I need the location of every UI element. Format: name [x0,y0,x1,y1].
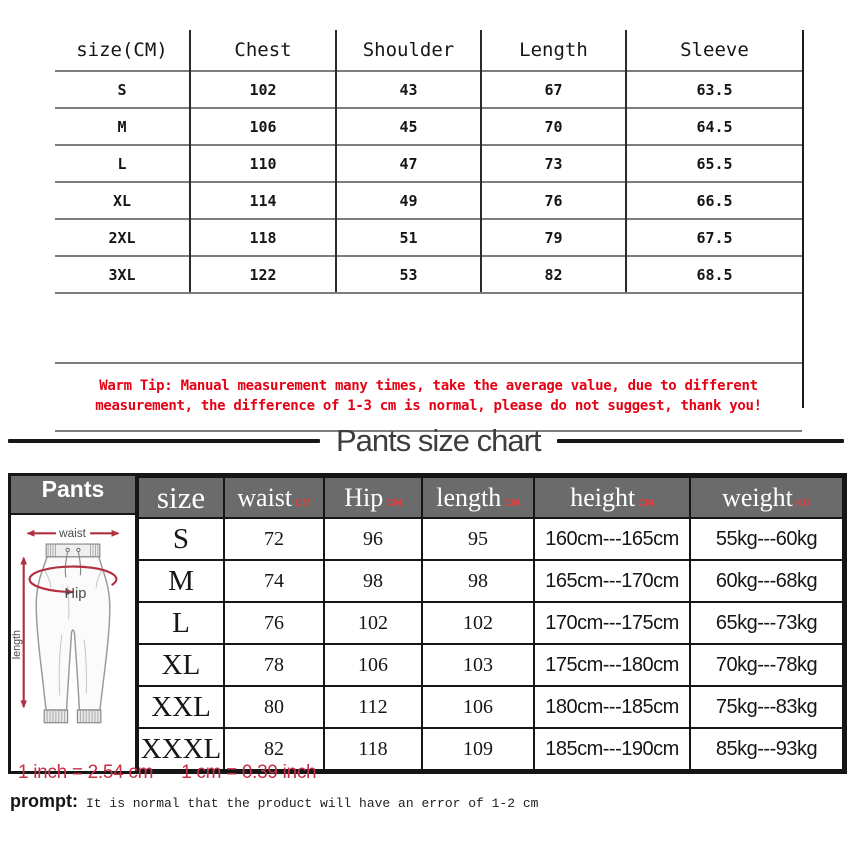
cell-waist: 76 [224,602,324,644]
table-row [55,256,802,293]
table-row [55,108,802,145]
waist-label: waist [59,527,86,541]
hip-label: Hip [64,585,87,602]
table-row [138,602,843,644]
unit-label: KG [795,497,811,509]
cell-size: S [138,518,224,560]
shirt-size-section [55,30,804,414]
unit-conversion-note [18,762,316,784]
pants-diagram-column [11,476,137,771]
prompt-label: prompt: [10,791,78,811]
cell-waist: 74 [224,560,324,602]
column-header-waist [224,477,324,518]
header-label: Hip [344,482,384,512]
column-header-size: size(CM) [76,39,168,61]
cell-height: 175cm---180cm [534,644,690,686]
cell-chest: 106 [190,108,336,145]
column-header-size [138,477,224,518]
title-rule-left [8,439,320,443]
cell-size: L [138,602,224,644]
cell-sleeve: 67.5 [626,219,802,256]
cell-hip: 98 [324,560,422,602]
cm-to-inch: 1 cm = 0.39 inch [181,762,317,783]
unit-label: CM [386,497,402,509]
prompt-text: It is normal that the product will have an error of 1-2 cm [85,796,539,811]
drawstring-eyelet [77,548,80,551]
pants-outline [36,557,110,710]
inch-to-cm: 1 inch = 2.54 cm [18,762,154,783]
table-row [55,182,802,219]
cell-length: 79 [481,219,626,256]
column-header-height [534,477,690,518]
cell-length: 76 [481,182,626,219]
pants-diagram [11,515,135,743]
header-label: waist [237,482,293,512]
cell-length: 98 [422,560,534,602]
cell-waist: 78 [224,644,324,686]
cell-length: 103 [422,644,534,686]
table-row [55,71,802,108]
cell-height: 180cm---185cm [534,686,690,728]
cell-sleeve: 64.5 [626,108,802,145]
cell-length: 109 [422,728,534,770]
pants-illustration [11,515,135,743]
title-rule-right [557,439,844,443]
cell-size: 3XL [55,256,190,293]
cell-shoulder: 53 [336,256,481,293]
cell-chest: 114 [190,182,336,219]
pants-corner-label: Pants [11,476,135,515]
cell-sleeve: 65.5 [626,145,802,182]
table-row [138,644,843,686]
cell-weight: 70kg---78kg [690,644,843,686]
table-header-row [138,477,843,518]
pants-size-table [137,476,844,771]
cell-chest: 118 [190,219,336,256]
cell-weight: 60kg---68kg [690,560,843,602]
cell-size: XXL [138,686,224,728]
cell-size: 2XL [55,219,190,256]
cell-chest: 110 [190,145,336,182]
cell-height: 165cm---170cm [534,560,690,602]
table-row [138,518,843,560]
column-header-shoulder: Shoulder [336,30,481,71]
cell-shoulder: 47 [336,145,481,182]
header-label: weight [722,482,793,512]
cell-hip: 118 [324,728,422,770]
page-title: Pants size chart [336,423,541,458]
column-header-hip [324,477,422,518]
header-label: height [570,482,636,512]
cell-weight: 75kg---83kg [690,686,843,728]
cell-size: L [55,145,190,182]
table-row [55,145,802,182]
pants-waistband [46,544,100,557]
table-row [55,219,802,256]
cell-length: 106 [422,686,534,728]
unit-label: CM [638,497,654,509]
cell-length: 73 [481,145,626,182]
cell-weight: 65kg---73kg [690,602,843,644]
cell-size: S [55,71,190,108]
header-label: size [156,479,206,515]
cell-hip: 106 [324,644,422,686]
column-header-length: Length [481,30,626,71]
cell-chest: 102 [190,71,336,108]
pants-size-section [8,473,847,774]
drawstring-eyelet [66,548,69,551]
length-label: length [11,629,23,660]
column-header-weight [690,477,843,518]
cell-weight: 55kg---60kg [690,518,843,560]
table-row [138,560,843,602]
table-header-row [55,30,802,71]
unit-label: CM [504,497,520,509]
prompt-note [10,791,538,812]
column-header-length [422,477,534,518]
cell-chest: 122 [190,256,336,293]
cell-sleeve: 68.5 [626,256,802,293]
cell-waist: 82 [224,728,324,770]
cell-length: 102 [422,602,534,644]
pants-title-row [8,422,844,460]
shirt-size-table [55,30,802,294]
cell-sleeve: 63.5 [626,71,802,108]
table-row [138,686,843,728]
cell-hip: 102 [324,602,422,644]
column-header-sleeve: Sleeve [626,30,802,71]
cell-length: 95 [422,518,534,560]
cell-size: XL [55,182,190,219]
cell-size: XXXL [138,728,224,770]
cell-size: M [138,560,224,602]
cell-height: 160cm---165cm [534,518,690,560]
cell-length: 67 [481,71,626,108]
cell-hip: 96 [324,518,422,560]
unit-label: CM [295,497,311,509]
cell-sleeve: 66.5 [626,182,802,219]
cell-shoulder: 45 [336,108,481,145]
cell-hip: 112 [324,686,422,728]
cell-shoulder: 49 [336,182,481,219]
header-label: length [436,482,502,512]
column-header-chest: Chest [190,30,336,71]
cell-length: 70 [481,108,626,145]
cell-height: 185cm---190cm [534,728,690,770]
cell-shoulder: 43 [336,71,481,108]
warm-tip-line1: Warm Tip: Manual measurement many times, take the average value, due to different [99,378,758,395]
cell-size: XL [138,644,224,686]
cell-height: 170cm---175cm [534,602,690,644]
cell-length: 82 [481,256,626,293]
cell-shoulder: 51 [336,219,481,256]
warm-tip-line2: measurement, the difference of 1-3 cm is normal, please do not suggest, thank you! [95,398,762,414]
cell-waist: 80 [224,686,324,728]
cell-waist: 72 [224,518,324,560]
cell-size: M [55,108,190,145]
cell-weight: 85kg---93kg [690,728,843,770]
